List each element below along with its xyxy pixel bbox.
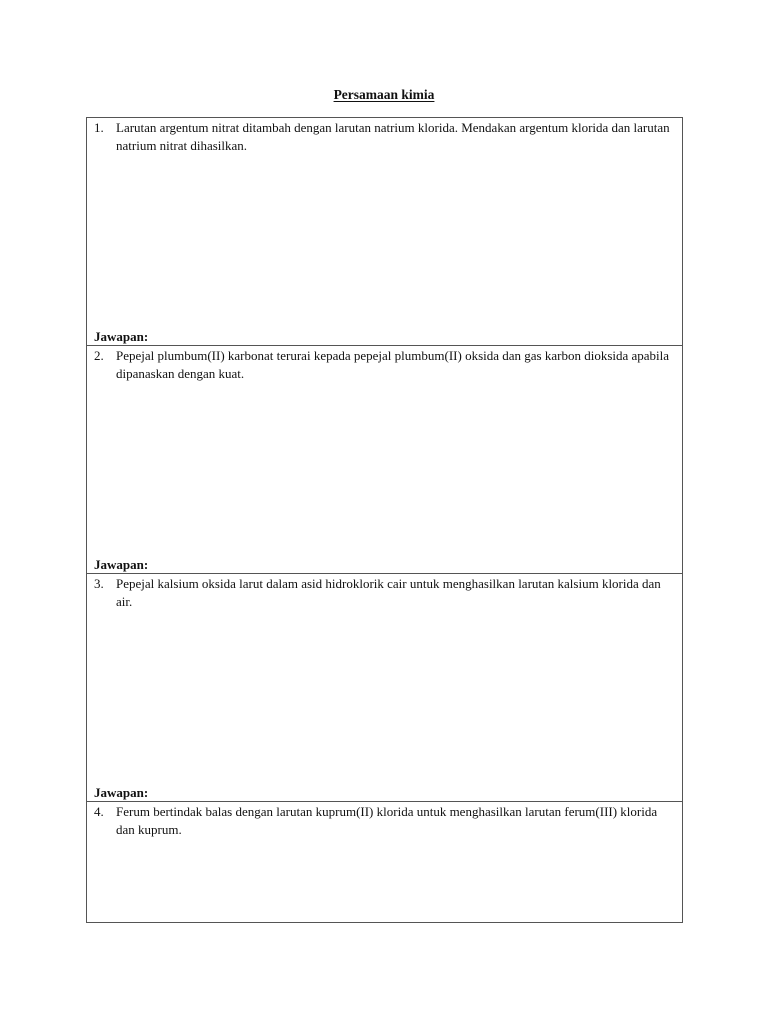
question-cell-3 [87, 574, 682, 802]
question-text: Ferum bertindak balas dengan larutan kuprum(II) klorida untuk menghasilkan larutan ferum(III) klorida dan kuprum. [116, 804, 658, 837]
question-number: 3. [94, 576, 104, 591]
question-table [86, 117, 683, 923]
answer-label: Jawapan: [94, 329, 149, 344]
question-cell-4 [87, 802, 682, 922]
answer-label: Jawapan: [94, 785, 149, 800]
question-cell-1 [87, 118, 682, 346]
question-number: 1. [94, 120, 104, 135]
answer-label: Jawapan: [94, 557, 149, 572]
question-row [94, 119, 676, 155]
question-text: Larutan argentum nitrat ditambah dengan larutan natrium klorida. Mendakan argentum klorida dan larutan natrium nitrat dihasilkan. [116, 120, 670, 153]
question-row [94, 803, 676, 839]
question-cell-2 [87, 346, 682, 574]
question-text: Pepejal kalsium oksida larut dalam asid hidroklorik cair untuk menghasilkan larutan kalsium klorida dan air. [116, 576, 661, 609]
question-number: 2. [94, 348, 104, 363]
question-row [94, 347, 676, 383]
question-number: 4. [94, 804, 104, 819]
question-row [94, 575, 676, 611]
question-text: Pepejal plumbum(II) karbonat terurai kepada pepejal plumbum(II) oksida dan gas karbon dioksida apabila dipanaskan dengan kuat. [116, 348, 670, 381]
page-title: Persamaan kimia [333, 87, 435, 102]
